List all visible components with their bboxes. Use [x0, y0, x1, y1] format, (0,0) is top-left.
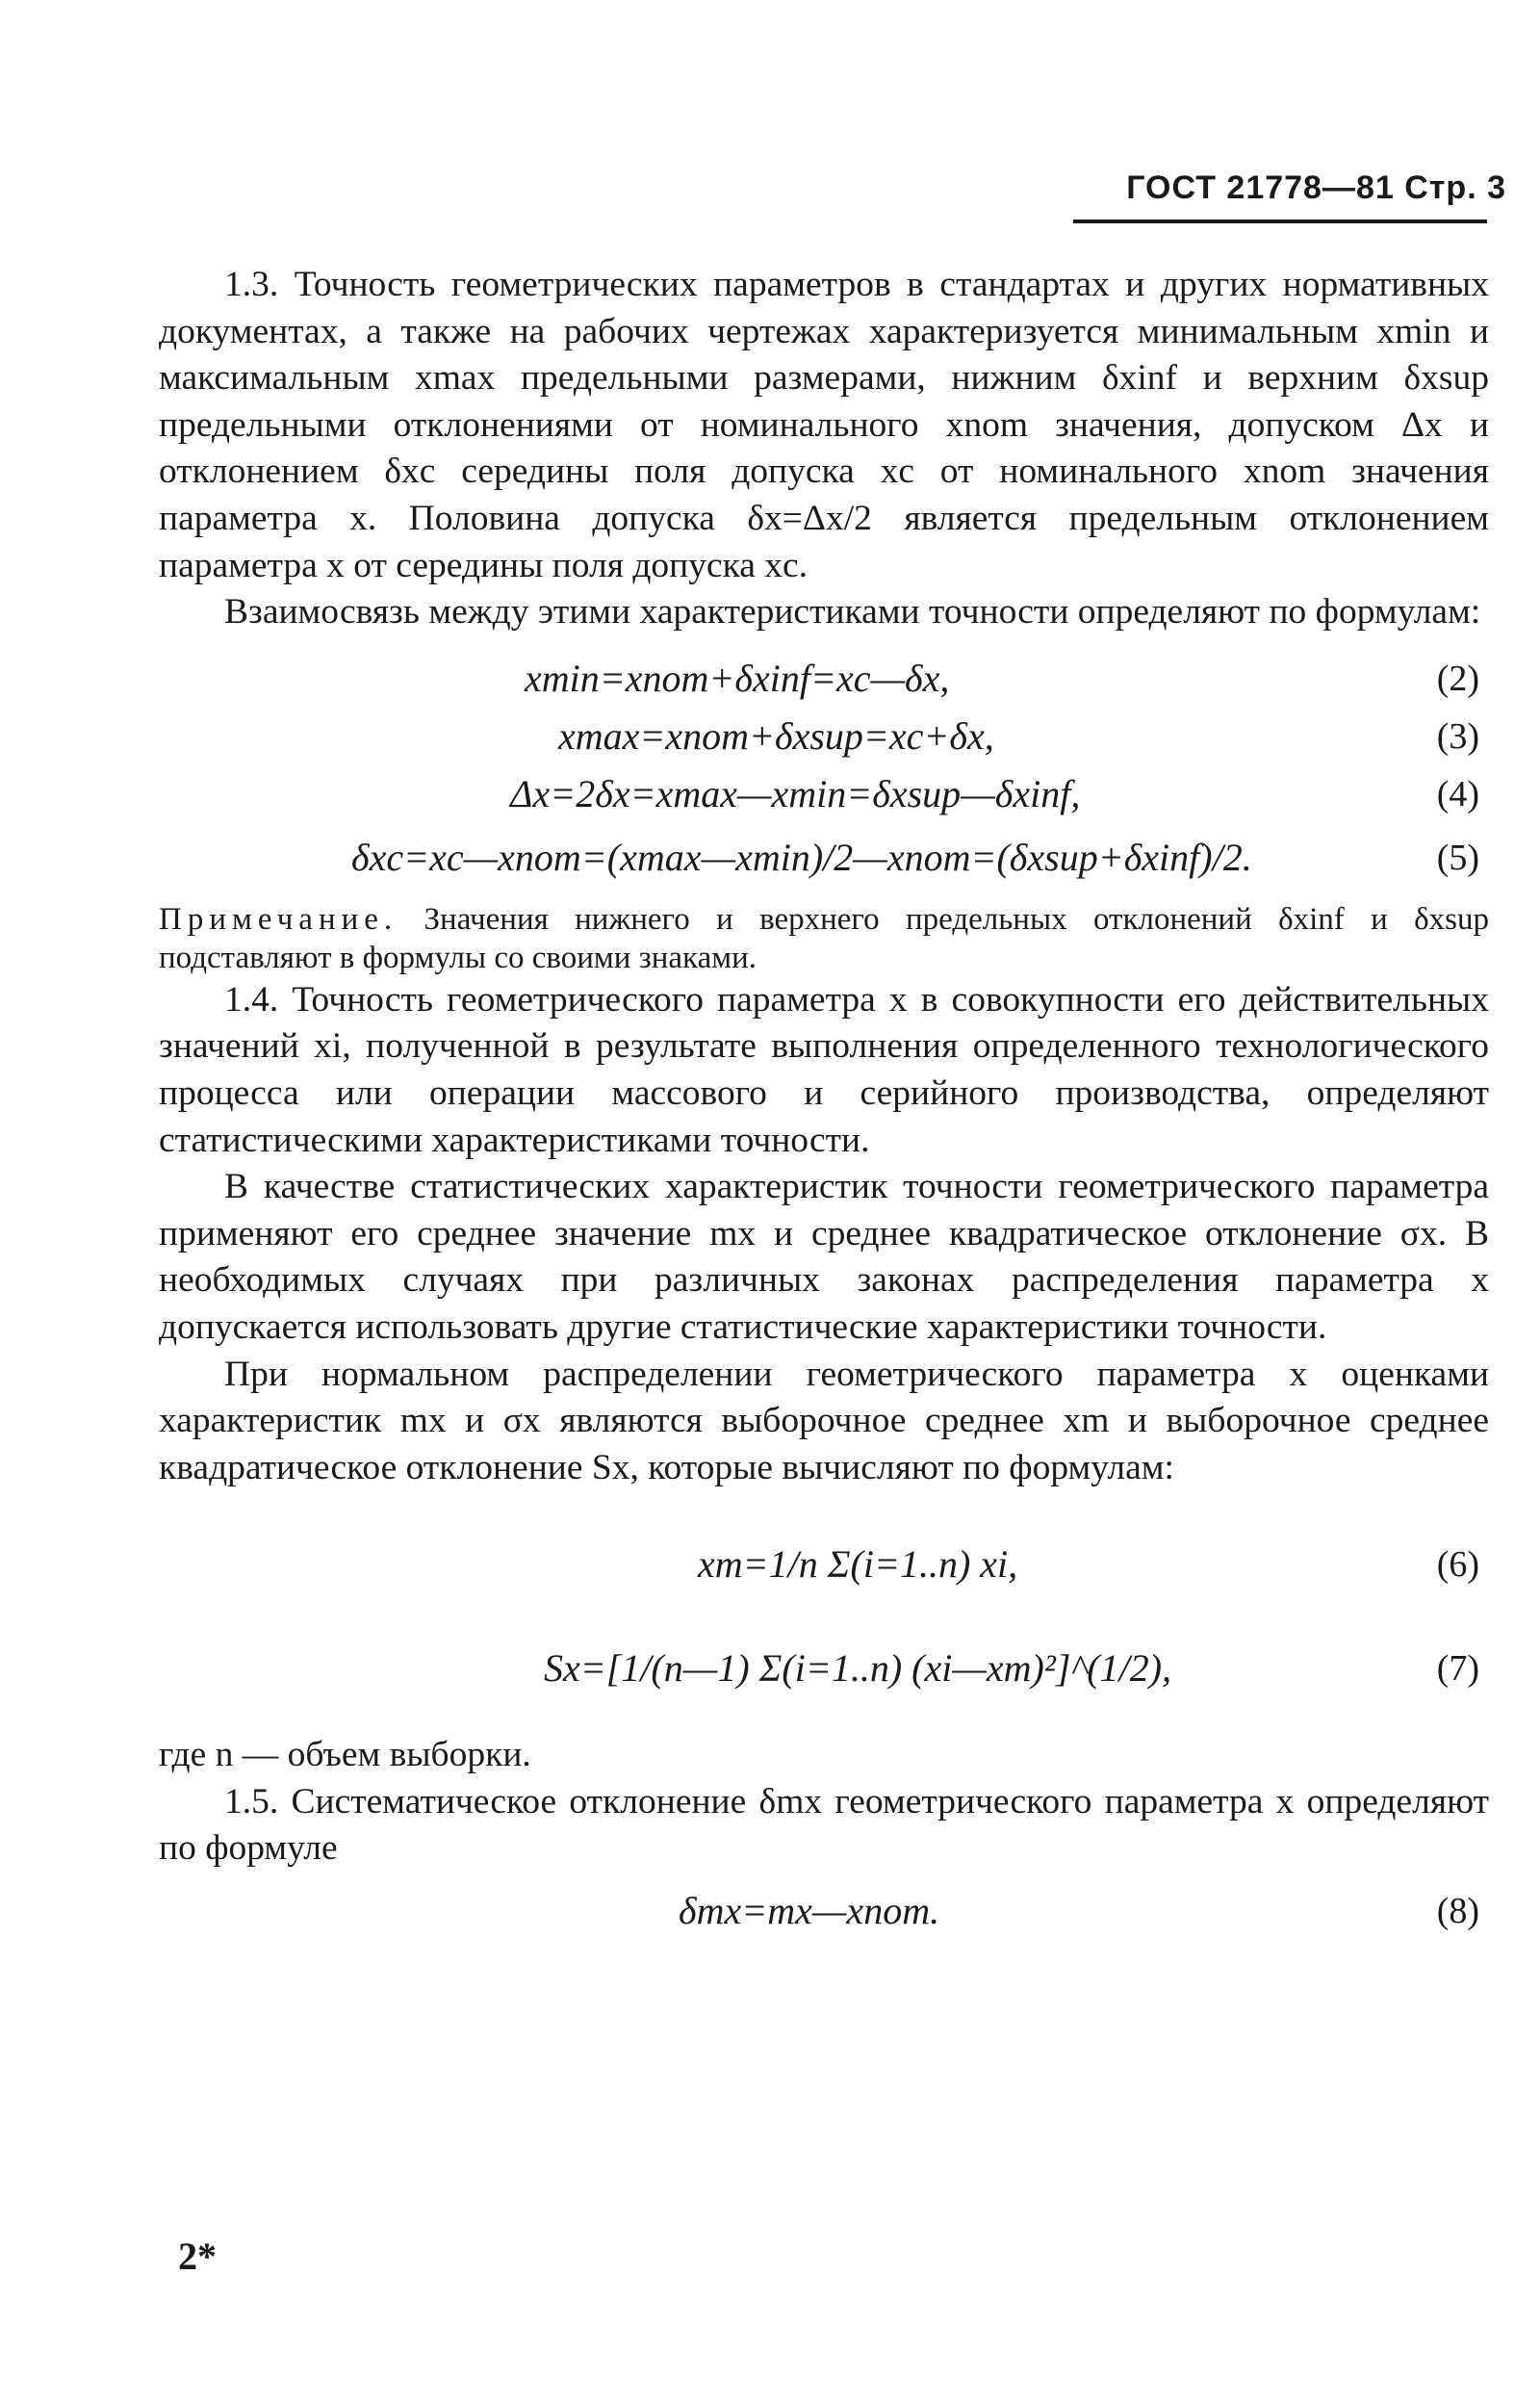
section-1-5-text: 1.5. Систематическое отклонение δmx геометрического параметра x определяют по формуле	[159, 1781, 1489, 1869]
header-rule	[1073, 220, 1487, 223]
note	[159, 900, 1489, 977]
formula-6	[159, 1524, 1489, 1616]
formula-8-number: (8)	[1436, 1891, 1479, 1932]
page-header: ГОСТ 21778—81 Стр. 3	[1126, 169, 1506, 206]
formula-7-number: (7)	[1436, 1648, 1479, 1690]
formula-2-number: (2)	[1436, 658, 1479, 699]
document-body	[159, 262, 1489, 1946]
formula-3	[159, 713, 1489, 771]
formula-5-expr: δxc=xc—xnom=(xmax—xmin)/2—xnom=(δxsup+δxinf)/2.	[351, 835, 1252, 879]
formula-3-number: (3)	[1436, 715, 1479, 757]
section-1-3-relation: Взаимосвязь между этими характеристиками точности определяют по формулам:	[224, 592, 1481, 633]
formula-3-expr: xmax=xnom+δxsup=xc+δx,	[558, 713, 994, 758]
formula-5-number: (5)	[1436, 837, 1479, 878]
formula-4	[159, 771, 1489, 829]
note-text: Значения нижнего и верхнего предельных отклонений δxinf и δxsup подставляют в формулы со своими знаками.	[159, 901, 1490, 975]
formula-2	[159, 656, 1489, 713]
section-1-4-p4: где n — объем выборки.	[159, 1735, 531, 1775]
formula-7-expr: Sx=[1/(n—1) Σ(i=1..n) (xi—xm)²]^(1/2),	[544, 1646, 1172, 1691]
note-heading: Примечание.	[159, 901, 398, 937]
section-1-4-p1: 1.4. Точность геометрического параметра x в совокупности его действительных значений xi, полученной в результате выполнения определенного технологического процесса или операции массового и серийного производства, определяют статистическими характеристиками точности.	[159, 979, 1489, 1160]
formula-8	[159, 1888, 1489, 1946]
formula-4-number: (4)	[1436, 773, 1479, 814]
section-1-3-text: 1.3. Точность геометрических параметров в стандартах и других нормативных документах, а также на рабочих чертежах характеризуется минимальным xmin и максимальным xmax предельными размерами, нижним δxinf и верхним δxsup предельными отклонениями от номинального xnom значения, допуском Δx и отклонением δxc середины поля допуска xc от номинального xnom значения параметра x. Половина допуска δx=Δx/2 является предельным отклонением параметра x от середины поля допуска xc.	[159, 265, 1489, 585]
formula-4-expr: Δx=2δx=xmax—xmin=δxsup—δxinf,	[510, 771, 1081, 815]
formula-7	[159, 1616, 1489, 1732]
page-footer-mark: 2*	[178, 2235, 217, 2278]
formula-2-expr: xmin=xnom+δxinf=xc—δx,	[525, 656, 950, 700]
formula-5	[159, 829, 1489, 900]
section-1-4-p3: При нормальном распределении геометрического параметра x оценками характеристик mx и σx являются выборочное среднее xm и выборочное среднее квадратическое отклонение Sx, которые вычисляют по формулам:	[159, 1354, 1489, 1487]
formula-8-expr: δmx=mx—xnom.	[679, 1889, 940, 1933]
section-1-4-p2: В качестве статистических характеристик точности геометрического параметра применяют его среднее значение mx и среднее квадратическое отклонение σx. В необходимых случаях при различных законах распределения параметра x допускается использовать другие статистические характеристики точности.	[159, 1167, 1489, 1347]
formula-6-number: (6)	[1436, 1544, 1479, 1586]
formula-6-expr: xm=1/n Σ(i=1..n) xi,	[698, 1542, 1018, 1587]
